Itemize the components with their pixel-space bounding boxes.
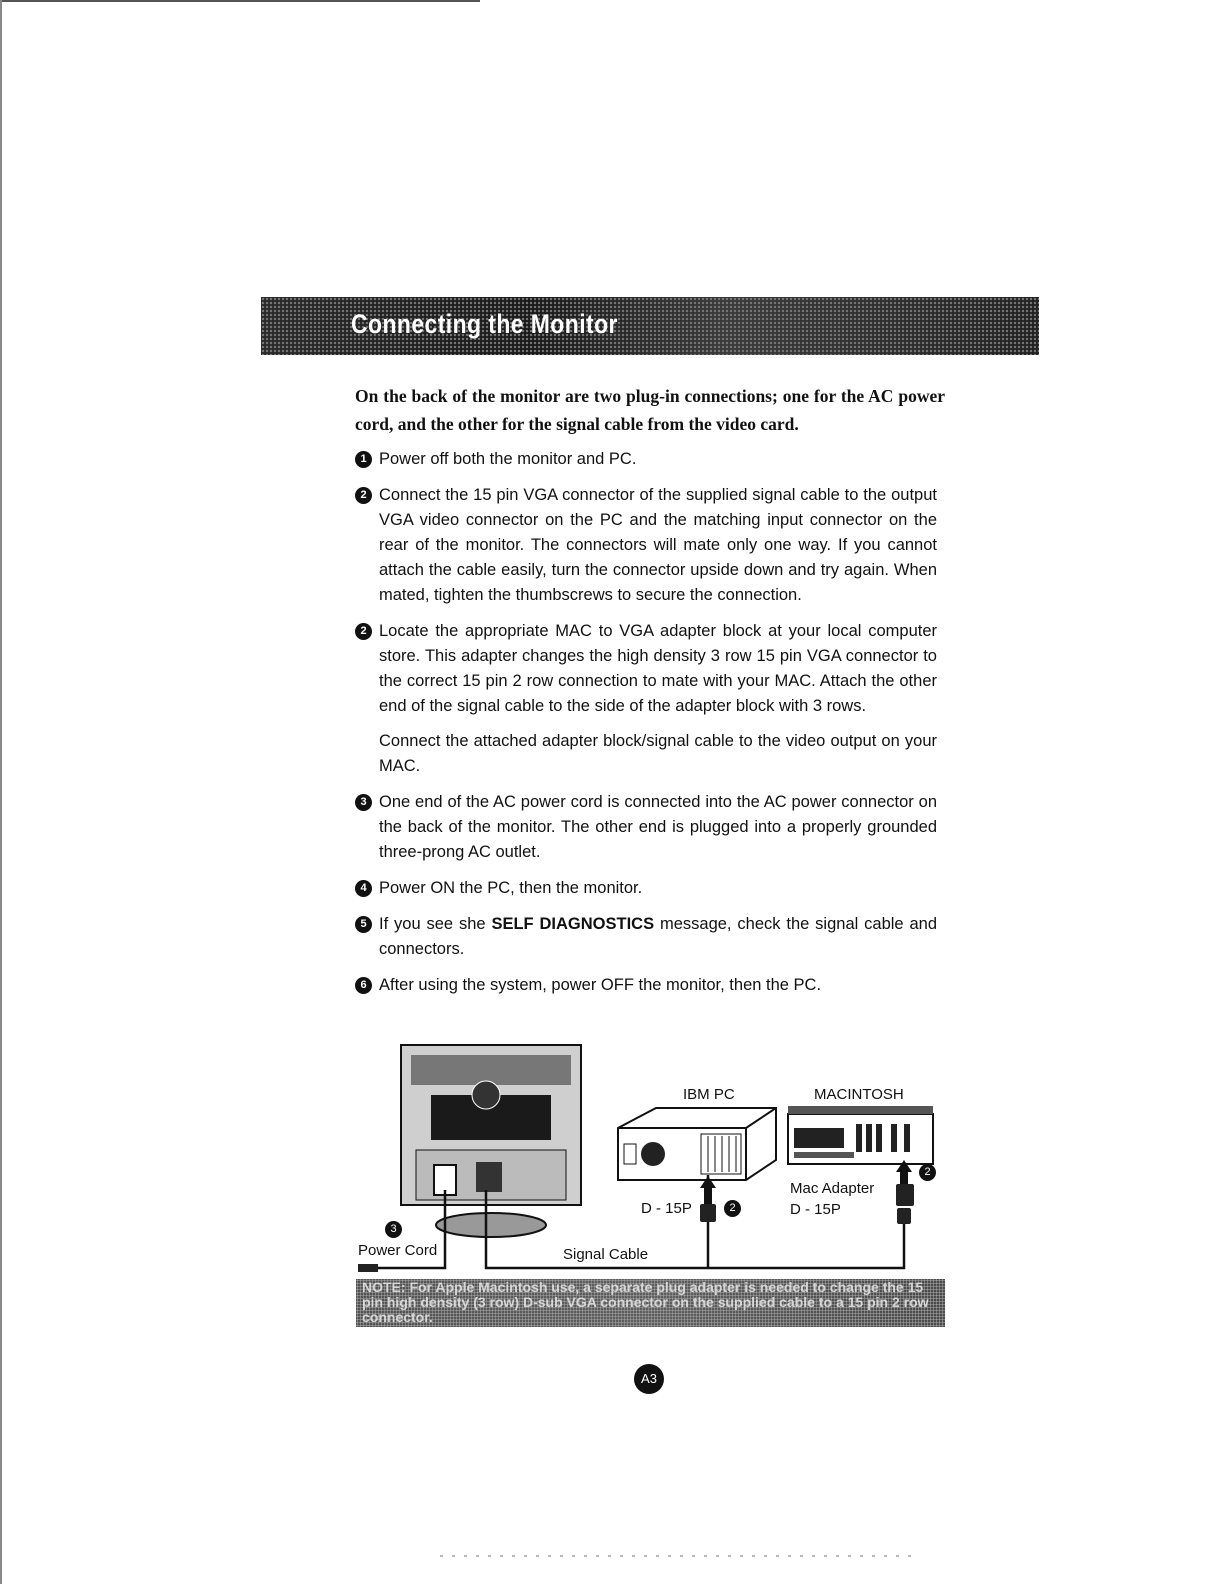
section-title-bar bbox=[261, 297, 1039, 355]
page-title: Connecting the Monitor bbox=[351, 309, 618, 339]
step-item bbox=[355, 973, 937, 998]
note-text: NOTE: For Apple Macintosh use, a separate plug adapter is needed to change the 15 pin high density (3 row) D-sub VGA connector on the supplied cable to a 15 pin 2 row connector. bbox=[362, 1279, 929, 1325]
step-item bbox=[355, 876, 937, 901]
ibm-pc-illustration bbox=[618, 1108, 776, 1180]
diagram-marker-2-mac: 2 bbox=[919, 1164, 936, 1181]
power-cord-label: Power Cord bbox=[358, 1242, 438, 1259]
ibm-pc-label: IBM PC bbox=[683, 1086, 735, 1103]
step-text: Locate the appropriate MAC to VGA adapter block at your local computer store. This adapter changes the high density 3 row 15 pin VGA connector to the correct 15 pin 2 row connection to mate with your MAC. Attach the other end of the signal cable to the side of the adapter block with 3 rows. bbox=[379, 622, 937, 715]
step-text-before: If you see she bbox=[379, 915, 486, 933]
diagram-illustration bbox=[356, 1040, 946, 1280]
scan-edge-left bbox=[0, 0, 2, 1584]
step-item bbox=[355, 912, 937, 962]
d15p-right-label: D - 15P bbox=[790, 1201, 841, 1218]
step-item bbox=[355, 790, 937, 865]
step-text: After using the system, power OFF the monitor, then the PC. bbox=[379, 976, 822, 994]
step-number-badge: 6 bbox=[355, 977, 372, 994]
intro-paragraph: On the back of the monitor are two plug-in connections; one for the AC power cord, and the other for the signal cable from the video card. bbox=[355, 386, 945, 434]
step-text: One end of the AC power cord is connected into the AC power connector on the back of the monitor. The other end is plugged into a properly grounded three-prong AC outlet. bbox=[379, 793, 937, 861]
step-number-badge: 3 bbox=[355, 794, 372, 811]
step-text: Connect the 15 pin VGA connector of the supplied signal cable to the output VGA video connector on the PC and the matching input connector on the rear of the monitor. The connectors will mate only one way. If you cannot attach the cable easily, turn the connector upside down and try again. When mated, tighten the thumbscrews to secure the connection. bbox=[379, 486, 937, 604]
step-number-badge: 1 bbox=[355, 451, 372, 468]
self-diagnostics-label: SELF DIAGNOSTICS bbox=[491, 915, 655, 933]
diagram-marker-3: 3 bbox=[385, 1221, 402, 1238]
step-item bbox=[355, 619, 937, 779]
connection-diagram bbox=[356, 1040, 946, 1290]
step-text: Power ON the PC, then the monitor. bbox=[379, 879, 643, 897]
step-number-badge: 4 bbox=[355, 880, 372, 897]
steps-list bbox=[355, 447, 937, 1009]
diagram-marker-2: 2 bbox=[724, 1200, 741, 1217]
macintosh-label: MACINTOSH bbox=[814, 1086, 904, 1103]
step-number-badge: 2 bbox=[355, 623, 372, 640]
step-text: Power off both the monitor and PC. bbox=[379, 450, 637, 468]
page-number-badge: A3 bbox=[634, 1364, 664, 1394]
note-bar bbox=[356, 1279, 945, 1327]
step-number-badge: 2 bbox=[355, 487, 372, 504]
signal-cable-label: Signal Cable bbox=[563, 1246, 649, 1263]
step-item bbox=[355, 483, 937, 608]
step-item bbox=[355, 447, 937, 472]
step-text-after: message, check the signal cable and connectors. bbox=[379, 915, 937, 958]
scan-noise-bottom bbox=[440, 1555, 920, 1557]
step-subtext: Connect the attached adapter block/signal cable to the video output on your MAC. bbox=[379, 732, 937, 775]
mac-adapter-label: Mac Adapter bbox=[790, 1180, 875, 1197]
scan-edge-top bbox=[0, 0, 480, 2]
macintosh-illustration bbox=[788, 1106, 933, 1164]
monitor-rear-illustration bbox=[401, 1045, 581, 1237]
step-number-badge: 5 bbox=[355, 916, 372, 933]
d15p-left-label: D - 15P bbox=[641, 1200, 692, 1217]
